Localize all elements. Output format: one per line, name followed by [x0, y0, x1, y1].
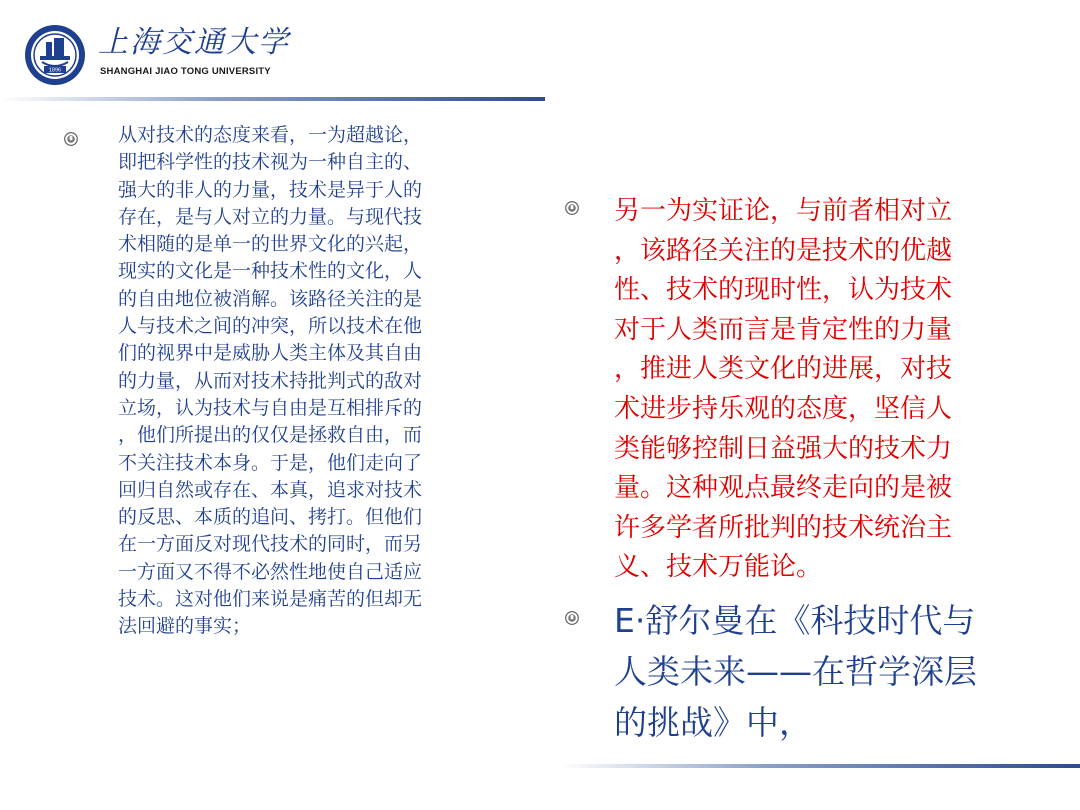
- sjtu-emblem-bullet-icon: [565, 611, 579, 625]
- paragraph-line: 术相随的是单一的世界文化的兴起，: [118, 233, 423, 256]
- paragraph-line: 存在，是与人对立的力量。与现代技: [118, 205, 423, 228]
- transcendentalism-paragraph: [118, 122, 508, 641]
- paragraph-line: 人与技术之间的冲突，所以技术在他: [118, 315, 423, 338]
- paragraph-line: 现实的文化是一种技术性的文化，人: [118, 260, 423, 283]
- paragraph-line: E·舒尔曼在《科技时代与: [614, 601, 976, 640]
- sjtu-emblem-bullet-icon: [64, 132, 78, 146]
- paragraph-line: 一方面又不得不必然性地使自己适应: [118, 560, 423, 583]
- paragraph-line: 即把科学性的技术视为一种自主的、: [118, 151, 423, 174]
- paragraph-line: 不关注技术本身。于是，他们走向了: [118, 451, 423, 474]
- paragraph-line: 的反思、本质的追问、拷打。但他们: [118, 506, 423, 529]
- paragraph-line: 量。这种观点最终走向的是被: [614, 473, 953, 504]
- paragraph-line: 类能够控制日益强大的技术力: [614, 433, 953, 464]
- header-divider: [0, 97, 545, 101]
- paragraph-line: 从对技术的态度来看，一为超越论，: [118, 124, 423, 146]
- paragraph-line: 对于人类而言是肯定性的力量: [614, 314, 953, 345]
- schuurman-citation: [614, 595, 1034, 748]
- paragraph-line: 立场，认为技术与自由是互相排斥的: [118, 396, 423, 419]
- emblem-year: 1896: [48, 67, 62, 74]
- paragraph-line: 的力量，从而对技术持批判式的敌对: [118, 369, 423, 392]
- paragraph-line: 性、技术的现时性，认为技术: [614, 275, 953, 306]
- positivism-paragraph: [614, 192, 1014, 588]
- paragraph-line: ，他们所提出的仅仅是拯救自由，而: [118, 424, 423, 447]
- paragraph-line: 法回避的事实；: [118, 615, 252, 638]
- university-name-cn: 上海交通大学: [98, 25, 290, 60]
- paragraph-line: 强大的非人的力量，技术是异于人的: [118, 178, 423, 201]
- paragraph-line: 的自由地位被消解。该路径关注的是: [118, 287, 423, 310]
- paragraph-line: ，该路径关注的是技术的优越: [614, 235, 953, 266]
- paragraph-line: 另一为实证论，与前者相对立: [614, 196, 953, 226]
- paragraph-line: 们的视界中是威胁人类主体及其自由: [118, 342, 423, 365]
- paragraph-line: 的挑战》中，: [614, 703, 812, 742]
- paragraph-line: 回归自然或存在、本真，追求对技术: [118, 478, 423, 501]
- sjtu-emblem-bullet-icon: [565, 201, 579, 215]
- paragraph-line: 义、技术万能论。: [614, 552, 823, 583]
- paragraph-line: 许多学者所批判的技术统治主: [614, 512, 953, 543]
- footer-divider: [560, 764, 1080, 768]
- paragraph-line: 在一方面反对现代技术的同时，而另: [118, 533, 423, 556]
- university-name-en: SHANGHAI JIAO TONG UNIVERSITY: [100, 66, 271, 77]
- sjtu-emblem-icon: [24, 24, 86, 86]
- paragraph-line: 人类未来——在哲学深层: [614, 652, 977, 691]
- paragraph-line: 术进步持乐观的态度，坚信人: [614, 393, 953, 424]
- paragraph-line: ，推进人类文化的进展，对技: [614, 354, 953, 385]
- paragraph-line: 技术。这对他们来说是痛苦的但却无: [118, 588, 423, 611]
